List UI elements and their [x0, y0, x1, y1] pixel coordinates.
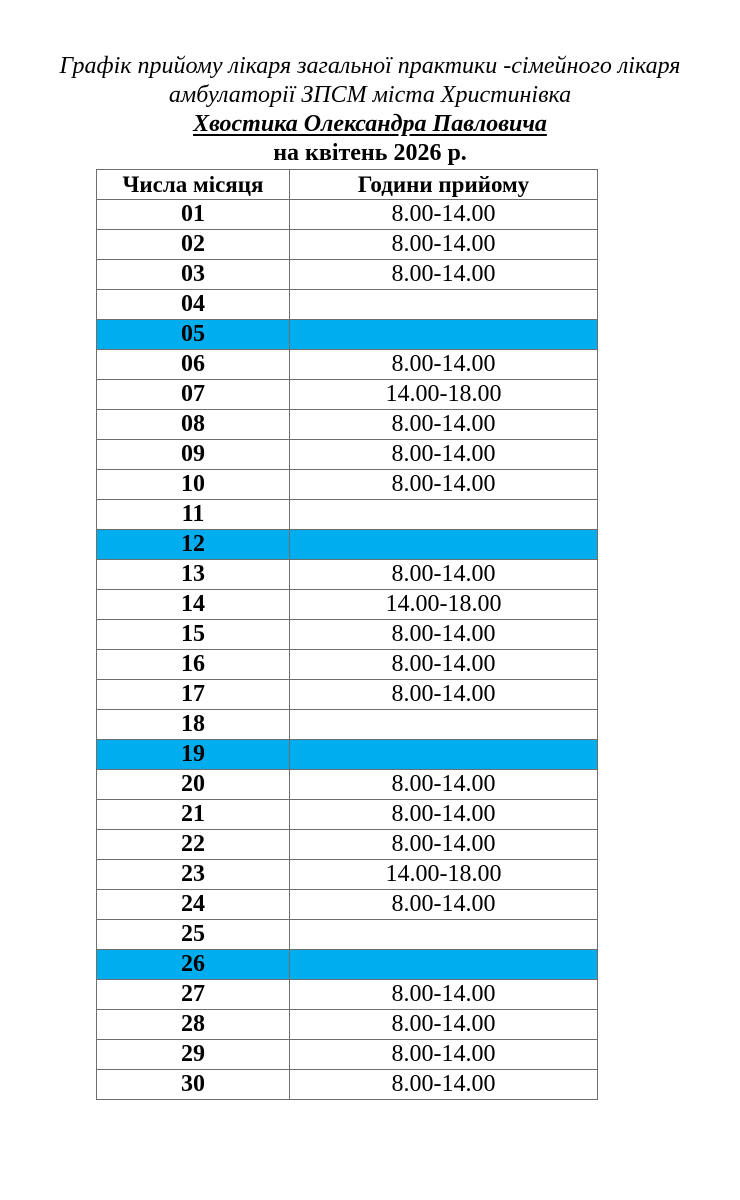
- header-title-line-1: Графік прийому лікаря загальної практики -сімейного лікаря: [59, 53, 681, 79]
- table-row: [97, 320, 598, 350]
- column-header-hours: Години прийому: [290, 170, 598, 200]
- reception-hours-cell: [290, 950, 598, 980]
- day-number-cell: 21: [97, 800, 290, 830]
- table-row: [97, 440, 598, 470]
- reception-hours-cell: [290, 290, 598, 320]
- day-number-cell: 07: [97, 380, 290, 410]
- table-header-row: [97, 170, 598, 200]
- table-row: [97, 380, 598, 410]
- table-row: [97, 980, 598, 1010]
- day-number-cell: 02: [97, 230, 290, 260]
- reception-hours-cell: 8.00-14.00: [290, 230, 598, 260]
- day-number-cell: 12: [97, 530, 290, 560]
- day-number-cell: 01: [97, 200, 290, 230]
- reception-hours-cell: [290, 530, 598, 560]
- reception-hours-cell: [290, 920, 598, 950]
- reception-hours-cell: 8.00-14.00: [290, 890, 598, 920]
- day-number-cell: 04: [97, 290, 290, 320]
- reception-hours-cell: [290, 320, 598, 350]
- table-row: [97, 770, 598, 800]
- schedule-table: [96, 169, 598, 1100]
- reception-hours-cell: 8.00-14.00: [290, 830, 598, 860]
- reception-hours-cell: 8.00-14.00: [290, 410, 598, 440]
- day-number-cell: 05: [97, 320, 290, 350]
- day-number-cell: 23: [97, 860, 290, 890]
- table-row: [97, 950, 598, 980]
- reception-hours-cell: [290, 500, 598, 530]
- reception-hours-cell: 8.00-14.00: [290, 470, 598, 500]
- reception-hours-cell: 8.00-14.00: [290, 200, 598, 230]
- day-number-cell: 17: [97, 680, 290, 710]
- day-number-cell: 30: [97, 1070, 290, 1100]
- day-number-cell: 13: [97, 560, 290, 590]
- table-row: [97, 710, 598, 740]
- table-row: [97, 290, 598, 320]
- table-row: [97, 530, 598, 560]
- table-row: [97, 470, 598, 500]
- reception-hours-cell: 8.00-14.00: [290, 350, 598, 380]
- reception-hours-cell: [290, 740, 598, 770]
- table-row: [97, 620, 598, 650]
- table-row: [97, 350, 598, 380]
- reception-hours-cell: 8.00-14.00: [290, 1010, 598, 1040]
- reception-hours-cell: 8.00-14.00: [290, 260, 598, 290]
- table-row: [97, 830, 598, 860]
- doctor-name: Хвостика Олександра Павловича: [193, 111, 547, 137]
- table-row: [97, 740, 598, 770]
- table-row: [97, 920, 598, 950]
- reception-hours-cell: 14.00-18.00: [290, 590, 598, 620]
- reception-hours-cell: 8.00-14.00: [290, 1070, 598, 1100]
- day-number-cell: 24: [97, 890, 290, 920]
- table-row: [97, 260, 598, 290]
- reception-hours-cell: 8.00-14.00: [290, 800, 598, 830]
- column-header-day: Числа місяця: [97, 170, 290, 200]
- day-number-cell: 14: [97, 590, 290, 620]
- day-number-cell: 10: [97, 470, 290, 500]
- day-number-cell: 11: [97, 500, 290, 530]
- table-row: [97, 560, 598, 590]
- day-number-cell: 26: [97, 950, 290, 980]
- table-row: [97, 230, 598, 260]
- schedule-header: [0, 52, 740, 168]
- header-title-line-2: амбулаторії ЗПСМ міста Христинівка: [168, 82, 572, 108]
- table-row: [97, 800, 598, 830]
- day-number-cell: 27: [97, 980, 290, 1010]
- reception-hours-cell: 14.00-18.00: [290, 380, 598, 410]
- table-row: [97, 860, 598, 890]
- table-row: [97, 650, 598, 680]
- table-row: [97, 1070, 598, 1100]
- table-row: [97, 410, 598, 440]
- schedule-table-body: [97, 200, 598, 1100]
- reception-hours-cell: 8.00-14.00: [290, 620, 598, 650]
- day-number-cell: 15: [97, 620, 290, 650]
- table-row: [97, 1040, 598, 1070]
- reception-hours-cell: 8.00-14.00: [290, 440, 598, 470]
- table-row: [97, 590, 598, 620]
- day-number-cell: 03: [97, 260, 290, 290]
- day-number-cell: 18: [97, 710, 290, 740]
- table-row: [97, 890, 598, 920]
- day-number-cell: 22: [97, 830, 290, 860]
- day-number-cell: 25: [97, 920, 290, 950]
- day-number-cell: 06: [97, 350, 290, 380]
- day-number-cell: 08: [97, 410, 290, 440]
- day-number-cell: 16: [97, 650, 290, 680]
- day-number-cell: 29: [97, 1040, 290, 1070]
- reception-hours-cell: 8.00-14.00: [290, 560, 598, 590]
- reception-hours-cell: 8.00-14.00: [290, 1040, 598, 1070]
- reception-hours-cell: [290, 710, 598, 740]
- reception-hours-cell: 8.00-14.00: [290, 980, 598, 1010]
- day-number-cell: 19: [97, 740, 290, 770]
- table-row: [97, 680, 598, 710]
- day-number-cell: 09: [97, 440, 290, 470]
- table-row: [97, 200, 598, 230]
- reception-hours-cell: 8.00-14.00: [290, 680, 598, 710]
- day-number-cell: 20: [97, 770, 290, 800]
- reception-hours-cell: 8.00-14.00: [290, 650, 598, 680]
- day-number-cell: 28: [97, 1010, 290, 1040]
- reception-hours-cell: 8.00-14.00: [290, 770, 598, 800]
- reception-hours-cell: 14.00-18.00: [290, 860, 598, 890]
- table-row: [97, 1010, 598, 1040]
- schedule-period: на квітень 2026 р.: [273, 140, 467, 166]
- table-row: [97, 500, 598, 530]
